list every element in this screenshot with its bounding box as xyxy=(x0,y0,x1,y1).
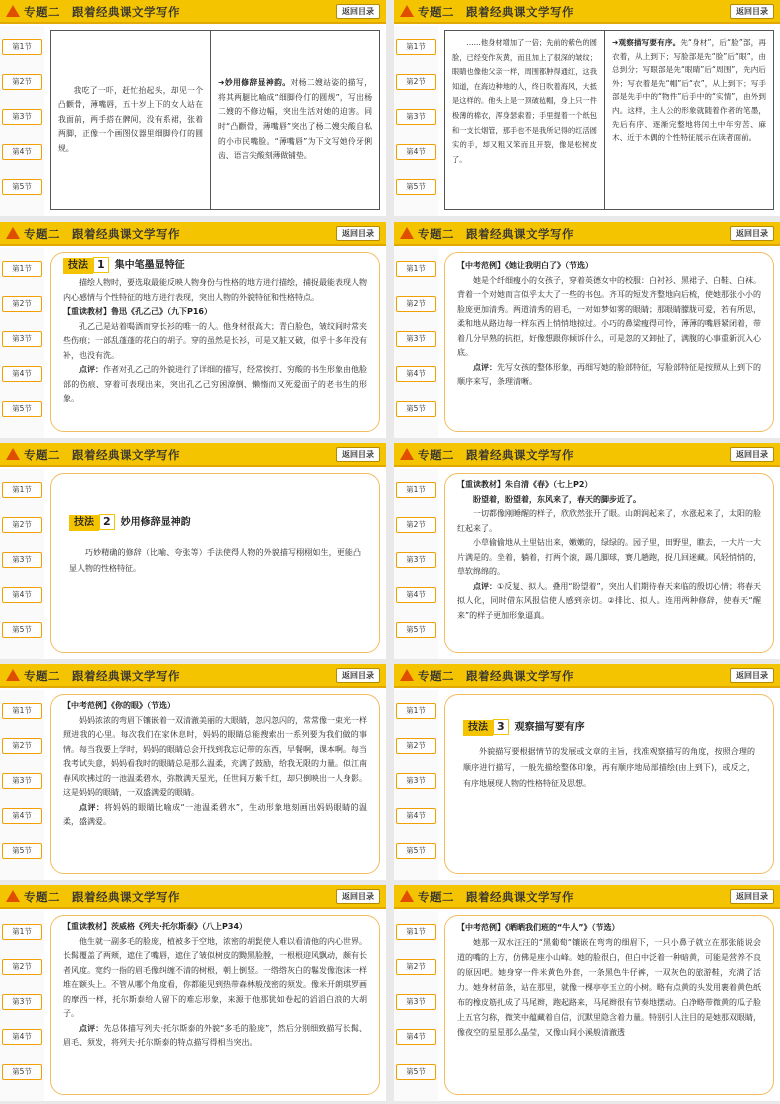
comment-text: 先写女孩的整体形象，再细写她的脸部特征，写脸部特征是按照从上到下的顺序来写，条理清晰。 xyxy=(457,362,761,386)
slide-title: 专题二 跟着经典课文学写作 xyxy=(24,5,180,19)
slide-header xyxy=(394,664,780,688)
source-title: 鲁迅《孔乙己》（九下P16） xyxy=(111,307,212,316)
slide-header xyxy=(394,443,780,467)
source-excerpt-line-1: 盼望着，盼望着，东风来了，春天的脚步近了。 xyxy=(473,494,641,504)
source-title: 《你的眼》（节选） xyxy=(111,701,175,710)
slide-header xyxy=(394,885,780,909)
source-title: 朱自清《春》（七上P2） xyxy=(505,480,593,489)
source-excerpt-line-3: 小草偷偷地从土里钻出来，嫩嫩的，绿绿的。园子里，田野里，瞧去，一大片一大片满是的。坐着，躺着，打两个滚，踢几脚球，赛几趟跑，捉几回迷藏。风轻悄悄的，草软绵绵的。 xyxy=(457,538,761,576)
tab-section-2[interactable]: 第2节 xyxy=(396,74,436,90)
back-to-toc-button[interactable]: 返回目录 xyxy=(730,4,774,19)
technique-desc: 外貌描写要根据情节的发展或文章的主旨，找准观察描写的角度，按照合理的顺序进行描写，一般先描绘整体印象，再有顺序地局部描绘(由上到下)，或反之，有序地展现人物的性格特征及思想。 xyxy=(463,747,755,788)
source-line xyxy=(63,920,367,935)
slide-6 xyxy=(394,443,780,659)
comment-text: 作者对孔乙己的外貌进行了详细的描写，经常挨打、穷酸的书生形象由他脸部的伤痕、穿着可表现出来，突出孔乙己穷困潦倒、懒惰而又死爱面子的老书生的形象。 xyxy=(63,365,367,403)
tab-section-4[interactable]: 第4节 xyxy=(2,587,42,603)
source-line xyxy=(457,920,761,935)
source-line xyxy=(457,478,761,493)
tab-section-5[interactable]: 第5节 xyxy=(396,843,436,859)
slide-5 xyxy=(0,443,386,659)
source-line xyxy=(63,305,367,320)
excerpt-table xyxy=(444,30,774,210)
section-sidebar xyxy=(0,26,44,216)
slide-title: 专题二 跟着经典课文学写作 xyxy=(24,227,180,241)
comment xyxy=(63,363,367,407)
excerpt-text: ……他身材增加了一倍；先前的紫色的圆脸，已经变作灰黄，而且加上了很深的皱纹；眼睛也像他父亲一样，周围都肿得通红，这我知道，在海边种地的人，终日吹着海风，大抵是这样的。他头上是一顶破毡帽，身上只一件极薄的棉衣，浑身瑟索着；手里提着一个纸包和一支长烟管，那手也不是我所记得的红活圆实的手，却又粗又笨而且开裂，像是松树皮了。 xyxy=(445,31,605,209)
technique-number: 1 xyxy=(93,257,109,273)
section-sidebar xyxy=(0,248,44,438)
tab-section-1[interactable]: 第1节 xyxy=(396,482,436,498)
tab-section-2[interactable]: 第2节 xyxy=(2,74,42,90)
slide-title: 专题二 跟着经典课文学写作 xyxy=(418,5,574,19)
content-card xyxy=(50,694,380,874)
source-excerpt: 她是个纤细瘦小的女孩子，穿着英德女中的校服：白衬衫、黑裙子、白鞋、白袜。背着一个对她而言似乎太大了一些的书包。齐耳的短发齐整地向后梳，使她那张小小的脸庞更加清秀。两道清秀的眉毛，一对如梦如雾的眼睛；那眼睛朦胧可爱，若有所思，柔和地从路边每一样东西上悄悄地掠过。小巧的鼻梁瘦得可怜，薄薄的嘴唇紧闭着，带着几分早熟的抗拒，好像想跟你倾诉什么，可是忽的又卸扯了，满腹的心事重新沉入心底。 xyxy=(457,275,761,357)
source-excerpt: 他生就一副多毛的脸庞，植被多于空地，浓密的胡髭使人难以看清他的内心世界。长髯覆盖了两颊，遮住了嘴唇，遮住了皱似树皮的黝黑脸膛，一根根迎风飘动，颇有长者风度。宽约一指的眉毛像纠缠不清的树根，朝上倒竖。一绺绺灰白的鬈发像泡沫一样堆在额头上。不管从哪个角度看，你都能见到热带森林般茂密的须发。像米开朗琪罗画的摩西一样，托尔斯泰给人留下的难忘形象，来源于他那犹如卷起的滔滔白浪的大胡子。 xyxy=(63,936,367,1018)
slide-1 xyxy=(0,0,386,216)
content-card xyxy=(444,252,774,432)
comment-text: 先总体描写列夫·托尔斯泰的外貌“多毛的脸庞”，然后分别细致描写长髯、眉毛、须发，将列夫·托尔斯泰的特点描写得相当突出。 xyxy=(63,1023,367,1047)
tab-section-5[interactable]: 第5节 xyxy=(2,843,42,859)
analysis-body: 对杨二嫂站姿的描写，将其两腿比喻成“细脚伶仃的圆规”，写出杨二嫂的不修边幅，突出生活对她的迫害。同时“凸颧骨，薄嘴唇”突出了杨二嫂尖酸自私的小市民嘴脸。“薄嘴唇”为下文写她伶牙俐齿、语言尖酸刻薄做铺垫。 xyxy=(218,78,372,161)
back-to-toc-button[interactable]: 返回目录 xyxy=(336,447,380,462)
tab-section-5[interactable]: 第5节 xyxy=(396,401,436,417)
source-tag: 【中考范例】 xyxy=(457,261,505,270)
tab-section-5[interactable]: 第5节 xyxy=(2,622,42,638)
triangle-icon xyxy=(6,890,20,902)
slide-9 xyxy=(0,885,386,1101)
technique-heading xyxy=(463,719,755,736)
content-card xyxy=(50,915,380,1095)
content-card xyxy=(444,694,774,874)
slide-title: 专题二 跟着经典课文学写作 xyxy=(418,448,574,462)
back-to-toc-button[interactable]: 返回目录 xyxy=(336,226,380,241)
technique-desc: 巧妙精确的修辞（比喻、夸张等）手法使得人物的外貌描写栩栩如生，更能凸显人物的性格特征。 xyxy=(69,548,361,573)
comment xyxy=(63,1022,367,1051)
tab-section-4[interactable]: 第4节 xyxy=(396,1029,436,1045)
source-tag: 【重读教材】 xyxy=(457,480,505,489)
technique-desc: 描绘人物时，要选取最能反映人物身份与性格的地方进行描绘，捕捉最能表现人物内心感情与个性特征的地方进行表现，突出人物的外貌特征和性格特点。 xyxy=(63,278,367,302)
tab-section-4[interactable]: 第4节 xyxy=(396,808,436,824)
slide-3 xyxy=(0,222,386,438)
analysis-body: 先“身材”，后“脸”部，再衣着，从上到下；写脸部是先“脸”后“眼”，由总到分；写眼部是先“眼睛”后“周围”，先内后外；写衣着是先“帽”后“衣”，从上到下；写手部是先手中的“物件”后手中的“实情”，由外到内。这样，主人公的形象就随着作者的笔墨，先后有序、逐渐完整地将闰土中年穷苦、麻木、近于木偶的个性特征展示在读者面前。 xyxy=(612,38,766,143)
section-sidebar xyxy=(394,911,438,1101)
technique-heading xyxy=(63,257,367,274)
technique-tag: 技法 xyxy=(63,258,93,274)
source-excerpt: 妈妈浓浓的弯眉下镶嵌着一双清澈美丽的大眼睛，忽闪忽闪的，常常像一束光一样照进我的心里。每次我们在家休息时，妈妈的眼睛总能搜索出一系列要为我们做的事情。每当我要上学时，妈妈的眼睛总会开找到我忘记带的东西，早餐啊，课本啊。每当我考试失意，妈妈看我时的眼睛总是那么温柔，充满了鼓励，给我无限的力量。似江南春风吹拂过的一池温柔碧水，弥散满天星光，任世间万紫千红，却只倒映出一人身影。这是妈妈的眼睛，一双盛满爱的眼睛。 xyxy=(63,715,367,797)
slide-2 xyxy=(394,0,780,216)
tab-section-1[interactable]: 第1节 xyxy=(2,261,42,277)
excerpt-text: 我吃了一吓，赶忙抬起头，却见一个凸颧骨，薄嘴唇，五十岁上下的女人站在我面前，两手搭在髀间，没有系裙，张着两脚，正像一个画图仪器里细脚伶仃的圆规。 xyxy=(51,31,211,209)
back-to-toc-button[interactable]: 返回目录 xyxy=(336,4,380,19)
content-card xyxy=(444,473,774,653)
section-sidebar xyxy=(0,690,44,880)
comment xyxy=(63,801,367,830)
back-to-toc-button[interactable]: 返回目录 xyxy=(730,889,774,904)
tab-section-3[interactable]: 第3节 xyxy=(396,994,436,1010)
analysis-heading: ➜观察描写要有序。 xyxy=(612,38,681,47)
back-to-toc-button[interactable]: 返回目录 xyxy=(730,447,774,462)
tab-section-3[interactable]: 第3节 xyxy=(396,331,436,347)
tab-section-3[interactable]: 第3节 xyxy=(2,109,42,125)
back-to-toc-button[interactable]: 返回目录 xyxy=(336,889,380,904)
content-card xyxy=(50,473,380,653)
technique-number: 2 xyxy=(99,514,115,530)
tab-section-5[interactable]: 第5节 xyxy=(396,179,436,195)
tab-section-4[interactable]: 第4节 xyxy=(2,366,42,382)
slide-header xyxy=(0,0,386,24)
tab-section-2[interactable]: 第2节 xyxy=(396,296,436,312)
technique-title: 集中笔墨显特征 xyxy=(114,260,185,271)
slide-7 xyxy=(0,664,386,880)
section-sidebar xyxy=(0,911,44,1101)
source-title: 茨威格《列夫·托尔斯泰》（八上P34） xyxy=(111,922,248,931)
slide-title: 专题二 跟着经典课文学写作 xyxy=(418,227,574,241)
tab-section-5[interactable]: 第5节 xyxy=(2,1064,42,1080)
triangle-icon xyxy=(400,669,414,681)
tab-section-4[interactable]: 第4节 xyxy=(396,366,436,382)
slide-header xyxy=(0,443,386,467)
technique-tag: 技法 xyxy=(69,515,99,531)
comment xyxy=(457,580,761,624)
slide-title: 专题二 跟着经典课文学写作 xyxy=(24,448,180,462)
source-excerpt: 她那一双水汪汪的“黑葡萄”镶嵌在弯弯的细眉下，一只小鼻子就立在那张能说会道的嘴的上方，仿佛是座小山峰。她的脸很白，但白中泛着一种暗黄，可能是营养不良的原因吧。她身穿一件米黄色外套，一条黑色牛仔裤，一双灰色的旅游鞋，充满了活力。她身材苗条，站在那里，就像一棵亭亭玉立的小树。略有点黄的头发用裹着黄色纸布的橡皮筋扎成了马尾辫，跑起路来，马尾辫很有节奏地摆动。白净略带微黄的瓜子脸上五官匀称，微笑中蕴藏着自信，沉默里隐含着力量。特别引人注目的是她那双眼睛，像夜空的星星那么晶莹，又像山间小溪般清澈透 xyxy=(457,938,761,1037)
tab-section-5[interactable]: 第5节 xyxy=(2,179,42,195)
section-sidebar xyxy=(394,26,438,216)
triangle-icon xyxy=(400,890,414,902)
comment-label: 点评： xyxy=(79,802,105,812)
tab-section-3[interactable]: 第3节 xyxy=(396,773,436,789)
tab-section-3[interactable]: 第3节 xyxy=(2,994,42,1010)
source-title: 《晒晒我们班的“牛人”》（节选） xyxy=(505,923,620,932)
triangle-icon xyxy=(6,669,20,681)
comment-label: 点评： xyxy=(79,365,103,374)
source-title: 《她让我明白了》（节选） xyxy=(505,261,593,270)
technique-title: 妙用修辞显神韵 xyxy=(120,517,191,528)
section-sidebar xyxy=(0,469,44,659)
source-tag: 【重读教材】 xyxy=(63,307,111,316)
content-card xyxy=(50,252,380,432)
tab-section-3[interactable]: 第3节 xyxy=(2,331,42,347)
slide-title: 专题二 跟着经典课文学写作 xyxy=(418,669,574,683)
technique-title: 观察描写要有序 xyxy=(514,722,585,733)
source-excerpt-line-2: 一切都像刚睡醒的样子，欣欣然张开了眼。山朗润起来了，水涨起来了，太阳的脸红起来了。 xyxy=(457,509,761,533)
triangle-icon xyxy=(6,5,20,17)
tab-section-3[interactable]: 第3节 xyxy=(2,552,42,568)
triangle-icon xyxy=(400,227,414,239)
section-sidebar xyxy=(394,469,438,659)
section-sidebar xyxy=(394,248,438,438)
analysis-text xyxy=(605,31,773,209)
tab-section-2[interactable]: 第2节 xyxy=(2,738,42,754)
back-to-toc-button[interactable]: 返回目录 xyxy=(730,226,774,241)
source-tag: 【中考范例】 xyxy=(63,701,111,710)
tab-section-3[interactable]: 第3节 xyxy=(2,773,42,789)
slide-4 xyxy=(394,222,780,438)
slide-header xyxy=(0,664,386,688)
slide-8 xyxy=(394,664,780,880)
section-sidebar xyxy=(394,690,438,880)
back-to-toc-button[interactable]: 返回目录 xyxy=(730,668,774,683)
slide-header xyxy=(394,222,780,246)
source-tag: 【重读教材】 xyxy=(63,922,111,931)
tab-section-1[interactable]: 第1节 xyxy=(2,39,42,55)
tab-section-4[interactable]: 第4节 xyxy=(396,144,436,160)
tab-section-1[interactable]: 第1节 xyxy=(2,703,42,719)
content-card xyxy=(444,915,774,1095)
tab-section-4[interactable]: 第4节 xyxy=(2,1029,42,1045)
slide-title: 专题二 跟着经典课文学写作 xyxy=(24,890,180,904)
tab-section-2[interactable]: 第2节 xyxy=(2,959,42,975)
tab-section-2[interactable]: 第2节 xyxy=(396,738,436,754)
comment-label: 点评： xyxy=(79,1023,104,1033)
back-to-toc-button[interactable]: 返回目录 xyxy=(336,668,380,683)
technique-tag: 技法 xyxy=(463,720,493,736)
tab-section-1[interactable]: 第1节 xyxy=(2,924,42,940)
technique-number: 3 xyxy=(493,719,509,735)
source-excerpt: 孔乙己是站着喝酒而穿长衫的唯一的人。他身材很高大；青白脸色，皱纹间时常夹些伤痕；一部乱蓬蓬的花白的胡子。穿的虽然是长衫，可是又脏又破，似乎十多年没有补，也没有洗。 xyxy=(63,321,367,360)
tab-section-1[interactable]: 第1节 xyxy=(396,924,436,940)
slide-header xyxy=(0,885,386,909)
tab-section-4[interactable]: 第4节 xyxy=(396,587,436,603)
source-line xyxy=(457,259,761,274)
tab-section-3[interactable]: 第3节 xyxy=(396,109,436,125)
tab-section-2[interactable]: 第2节 xyxy=(396,517,436,533)
excerpt-table xyxy=(50,30,380,210)
analysis-text xyxy=(211,31,379,209)
technique-heading xyxy=(69,514,361,531)
comment-label: 点评： xyxy=(473,362,497,372)
tab-section-4[interactable]: 第4节 xyxy=(2,144,42,160)
comment xyxy=(457,361,761,390)
source-line xyxy=(63,699,367,714)
comment-label: 点评： xyxy=(473,581,498,591)
comment-text: ①反复、拟人。叠用“盼望着”，突出人们期待春天来临的殷切心情；将春天拟人化，同时借东风报信使人感到亲切。②排比、拟人。连用两种修辞，使春天“醒来”的样子更加形象逼真。 xyxy=(457,581,761,620)
tab-section-1[interactable]: 第1节 xyxy=(396,261,436,277)
tab-section-1[interactable]: 第1节 xyxy=(396,39,436,55)
tab-section-2[interactable]: 第2节 xyxy=(2,517,42,533)
analysis-heading: ➜妙用修辞显神韵。 xyxy=(218,78,291,88)
source-tag: 【中考范例】 xyxy=(457,923,505,932)
slide-title: 专题二 跟着经典课文学写作 xyxy=(24,669,180,683)
slide-header xyxy=(0,222,386,246)
comment-text: 将妈妈的眼睛比喻成“一池温柔碧水”，生动形象地刻画出妈妈眼睛的温柔，盛满爱。 xyxy=(63,802,367,826)
tab-section-1[interactable]: 第1节 xyxy=(2,482,42,498)
triangle-icon xyxy=(400,5,414,17)
tab-section-5[interactable]: 第5节 xyxy=(2,401,42,417)
tab-section-5[interactable]: 第5节 xyxy=(396,622,436,638)
tab-section-4[interactable]: 第4节 xyxy=(2,808,42,824)
tab-section-5[interactable]: 第5节 xyxy=(396,1064,436,1080)
triangle-icon xyxy=(6,227,20,239)
tab-section-2[interactable]: 第2节 xyxy=(2,296,42,312)
slide-10 xyxy=(394,885,780,1101)
tab-section-2[interactable]: 第2节 xyxy=(396,959,436,975)
slide-title: 专题二 跟着经典课文学写作 xyxy=(418,890,574,904)
tab-section-3[interactable]: 第3节 xyxy=(396,552,436,568)
slide-header xyxy=(394,0,780,24)
tab-section-1[interactable]: 第1节 xyxy=(396,703,436,719)
triangle-icon xyxy=(6,448,20,460)
triangle-icon xyxy=(400,448,414,460)
